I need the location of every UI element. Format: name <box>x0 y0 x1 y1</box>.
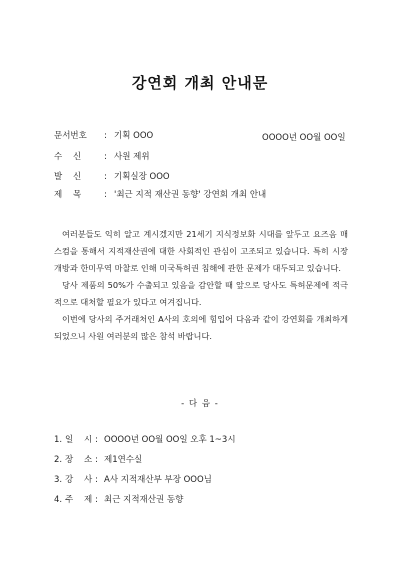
document-date: OOOO년 OO월 OO일 <box>262 133 346 143</box>
sender-value: 기획실장 OOO <box>114 172 170 182</box>
paragraph-2: 당사 제품의 50%가 수출되고 있음을 감안할 때 앞으로 당사도 특허문제에 적극적으로 대처할 필요가 있다고 여겨집니다. <box>54 280 348 307</box>
paragraph-3: 이번에 당사의 주거래처인 A사의 호의에 힘입어 다음과 같이 강연회를 개최하게 되었으니 사원 여러분의 많은 참석 바랍니다. <box>54 314 348 341</box>
item-number: 3. <box>54 475 63 485</box>
item-value: 제1연수실 <box>104 455 143 465</box>
list-item <box>54 493 183 505</box>
doc-number-value: 기획 OOO <box>114 131 154 141</box>
item-label: 주 제 <box>65 495 93 505</box>
item-number: 2. <box>54 455 63 465</box>
item-separator: : <box>95 475 98 485</box>
subject-line <box>54 190 266 201</box>
recipient-line <box>54 152 150 163</box>
doc-number-label: 문서번호 <box>54 131 87 141</box>
recipient-value: 사원 제위 <box>114 152 150 162</box>
list-item <box>54 453 142 465</box>
body-text <box>54 226 348 345</box>
item-value: 최근 지적재산권 동향 <box>104 495 184 505</box>
recipient-separator: : <box>104 152 107 162</box>
subject-separator: : <box>104 190 107 200</box>
item-label: 일 시 <box>65 435 93 445</box>
item-label: 장 소 <box>65 455 93 465</box>
da-eum-heading: - 다 음 - <box>181 399 219 409</box>
list-item <box>54 433 236 445</box>
doc-number-separator: : <box>104 131 107 141</box>
item-separator: : <box>95 455 98 465</box>
recipient-label: 수 신 <box>54 152 82 162</box>
list-item <box>54 473 212 485</box>
item-value: A사 지적재산부 부장 OOO님 <box>104 475 212 485</box>
subject-value: '최근 지적 재산권 동향' 강연회 개최 안내 <box>114 190 267 200</box>
item-separator: : <box>95 495 98 505</box>
subject-label: 제 목 <box>54 190 82 200</box>
paragraph-1: 여러분들도 익히 알고 계시겠지만 21세기 지식정보화 시대를 앞두고 요즈음 매스컴을 통해서 지적재산권에 대한 사회적인 관심이 고조되고 있습니다. 특히 시장개방과 한미무역 마찰로 인해 미국특허권 침해에 관한 문제가 대두되고 있습니다. <box>54 229 348 273</box>
sender-separator: : <box>104 172 107 182</box>
item-label: 강 사 <box>65 475 93 485</box>
sender-label: 발 신 <box>54 172 82 182</box>
item-number: 4. <box>54 495 63 505</box>
item-number: 1. <box>54 435 63 445</box>
sender-line <box>54 172 170 183</box>
document-title: 강연회 개최 안내문 <box>131 74 269 92</box>
item-separator: : <box>95 435 98 445</box>
item-value: OOOO년 OO월 OO일 오후 1~3시 <box>104 435 236 445</box>
doc-number-line <box>54 131 153 142</box>
